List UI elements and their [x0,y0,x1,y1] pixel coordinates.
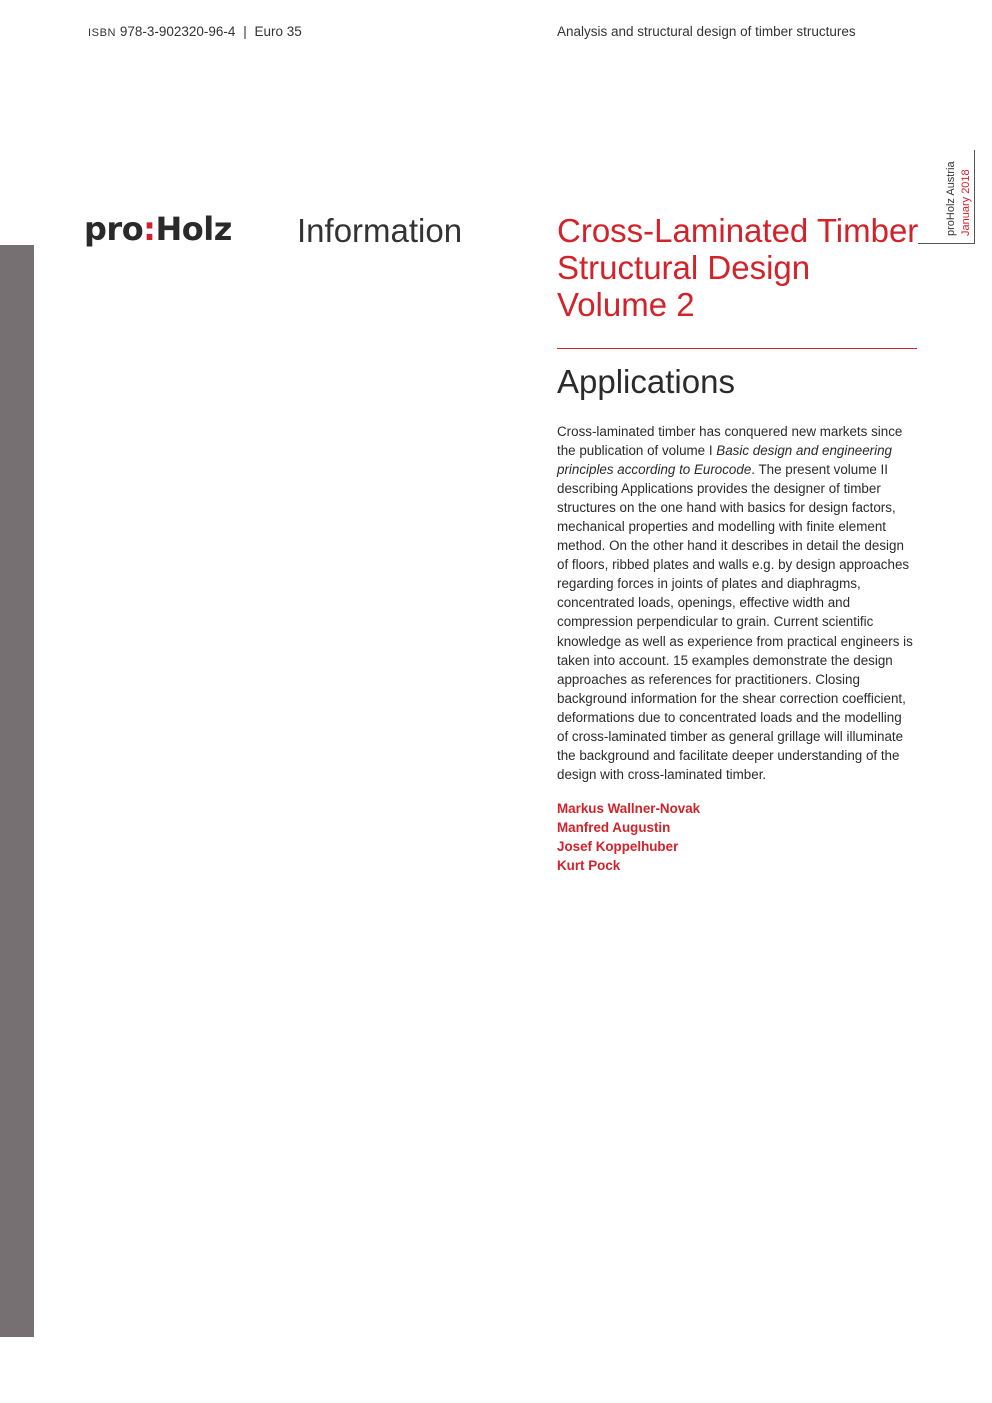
logo-left: pro [84,210,144,248]
isbn-label: ISBN [88,27,117,39]
book-title [557,212,917,323]
title-divider [557,348,917,349]
publication-date: January 2018 [960,169,972,236]
isbn-separator: | [243,24,247,39]
isbn-line [88,24,302,39]
author-name: Kurt Pock [557,858,621,873]
publisher-side-label [944,150,976,236]
section-title: Applications [557,363,735,400]
side-label-rule-horizontal [918,243,975,244]
abstract-italic: Basic design and engineering principles according to Eurocode [557,443,892,478]
abstract [557,422,913,784]
side-label-text [944,150,974,236]
price: Euro 35 [254,24,302,39]
logo-right: Holz [155,210,232,248]
author-name: Josef Koppelhuber [557,839,679,854]
logo-colon: : [143,210,156,248]
sidebar-bar [0,245,34,1337]
author-list [557,799,700,875]
title-line-2: Structural Design [557,249,811,286]
proholz-logo [84,210,232,248]
isbn-number: 978-3-902320-96-4 [119,24,236,39]
title-line-3: Volume 2 [557,286,695,323]
side-label-rule-vertical [974,150,975,244]
abstract-part-1: Cross-laminated timber has conquered new markets since the publication of volume I [557,424,903,459]
information-label: Information [297,212,463,249]
author-name: Markus Wallner-Novak [557,801,701,816]
author-name: Manfred Augustin [557,820,671,835]
abstract-part-2: . The present volume II describing Applications provides the designer of timber structures on the one hand with basics for design factors, mechanical properties and modelling with finite element method. On the other hand it describes in detail the design of floors, ribbed plates and walls e.g. by design approaches regarding forces in joints of plates and diaphragms, concentrated loads, openings, effective width and compression perpendicular to grain. Current scientific knowledge as well as experience from practical engineers is taken into account. 15 examples demonstrate the design approaches as references for practitioners. Closing background information for the shear correction coefficient, deformations due to concentrated loads and the modelling of cross-laminated timber as general grillage will illuminate the background and facilitate deeper understanding of the design with cross-laminated timber. [557,462,913,782]
title-line-1: Cross-Laminated Timber [557,212,919,249]
series-title: Analysis and structural design of timber structures [557,24,856,39]
publisher-name: proHolz Austria [945,161,957,236]
